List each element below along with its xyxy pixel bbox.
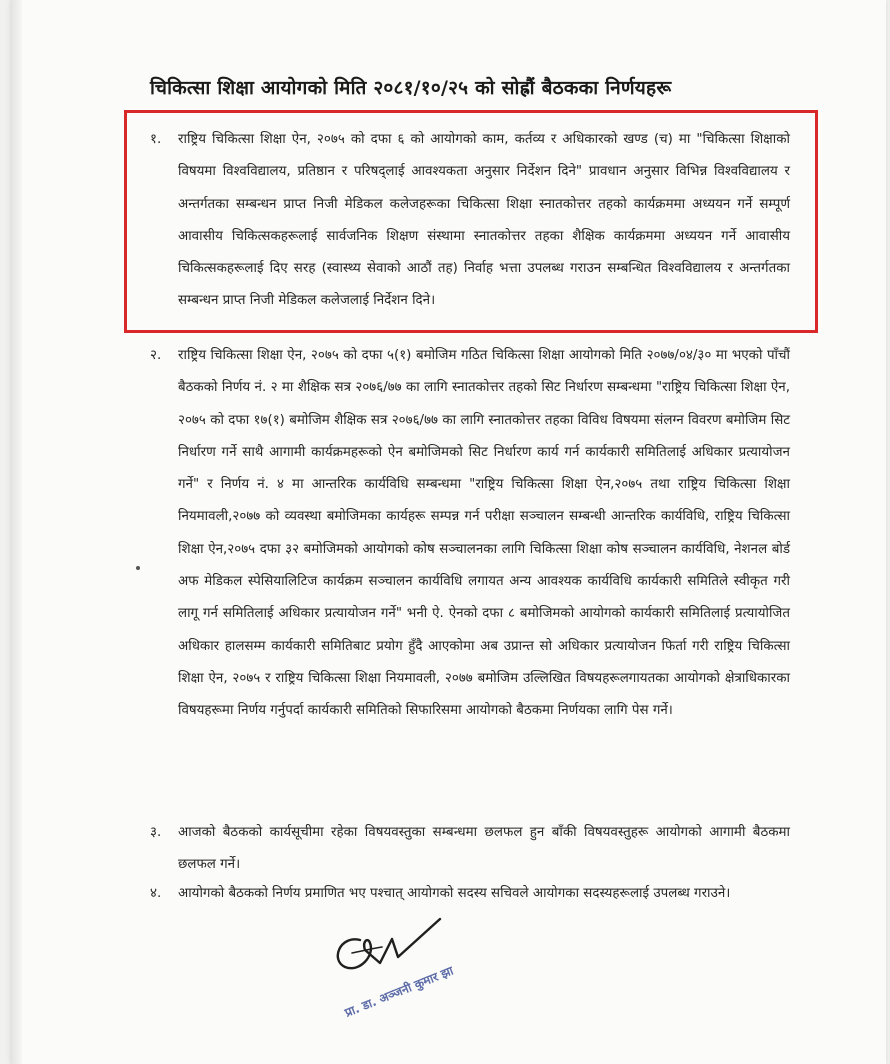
item-text: आयोगको बैठकको निर्णय प्रमाणित भए पश्चात् आयोगको सदस्य सचिवले आयोगका सदस्यहरूलाई उपलब्ध गराउने। bbox=[178, 886, 731, 901]
item-number: ४. bbox=[150, 886, 162, 901]
margin-dot bbox=[136, 566, 140, 570]
document-title: चिकित्सा शिक्षा आयोगको मिति २०८१/१०/२५ को सोह्रौं बैठकका निर्णयहरू bbox=[150, 77, 672, 99]
item-text: आजको बैठकको कार्यसूचीमा रहेका विषयवस्तुका सम्बन्धमा छलफल हुन बाँकी विषयवस्तुहरू आयोगको आगामी बैठकमा छलफल गर्ने। bbox=[178, 825, 790, 873]
item-text: राष्ट्रिय चिकित्सा शिक्षा ऐन, २०७५ को दफा ६ को आयोगको काम, कर्तव्य र अधिकारको खण्ड (च) मा "चिकित्सा शिक्षाको विषयमा विश्वविद्यालय, प्रतिष्ठान र परिषद्लाई आवश्यकता अनुसार निर्देशन दिने" प्रावधान अनुसार विभिन्न विश्वविद्यालय र अन्तर्गतका सम्बन्धन प्राप्त निजी मेडिकल कलेजहरूका चिकित्सा शिक्षा स्नातकोत्तर तहको कार्यक्रममा अध्ययन गर्ने सम्पूर्ण आवासीय चिकित्सकहरूलाई सार्वजनिक शिक्षण संस्थामा स्नातकोत्तर तहका शैक्षिक कार्यक्रममा अध्ययन गर्ने आवासीय चिकित्सकहरूलाई दिए सरह (स्वास्थ्य सेवाको आठौं तह) निर्वाह भत्ता उपलब्ध गराउन सम्बन्धित विश्वविद्यालय र अन्तर्गतका सम्बन्धन प्राप्त निजी मेडिकल कलेजलाई निर्देशन दिने। bbox=[178, 132, 790, 309]
item-number: २. bbox=[150, 348, 162, 363]
decision-item-1 bbox=[150, 124, 790, 318]
page-edge-shadow bbox=[10, 0, 22, 1064]
decision-item-3 bbox=[150, 817, 790, 882]
item-text: राष्ट्रिय चिकित्सा शिक्षा ऐन, २०७५ को दफा ५(१) बमोजिम गठित चिकित्सा शिक्षा आयोगको मिति २०७७/०४/३० मा भएको पाँचौं बैठकको निर्णय नं. २ मा शैक्षिक सत्र २०७६/७७ का लागि स्नातकोत्तर तहको सिट निर्धारण सम्बन्धमा "राष्ट्रिय चिकित्सा शिक्षा ऐन, २०७५ को दफा १७(१) बमोजिम शैक्षिक सत्र २०७६/७७ का लागि स्नातकोत्तर तहका विविध विषयमा संलग्न विवरण बमोजिम सिट निर्धारण गर्ने साथै आगामी कार्यक्रमहरूको ऐन बमोजिमको सिट निर्धारण कार्य गर्न कार्यकारी समितिलाई अधिकार प्रत्यायोजन गर्ने" र निर्णय नं. ४ मा आन्तरिक कार्यविधि सम्बन्धमा "राष्ट्रिय चिकित्सा शिक्षा ऐन,२०७५ तथा राष्ट्रिय चिकित्सा शिक्षा नियमावली,२०७७ को व्यवस्था बमोजिमका कार्यहरू सम्पन्न गर्न परीक्षा सञ्चालन सम्बन्धी आन्तरिक कार्यविधि, राष्ट्रिय चिकित्सा शिक्षा ऐन,२०७५ दफा ३२ बमोजिमको आयोगको कोष सञ्चालनका लागि चिकित्सा शिक्षा कोष सञ्चालन कार्यविधि, नेशनल बोर्ड अफ मेडिकल स्पेसियालिटिज कार्यक्रम सञ्चालन कार्यविधि लगायत अन्य आवश्यक कार्यविधि कार्यकारी समितिले स्वीकृत गरी लागू गर्न समितिलाई अधिकार प्रत्यायोजन गर्ने" भनी ऐ. ऐनको दफा ८ बमोजिमको आयोगको कार्यकारी समितिलाई प्रत्यायोजित अधिकार हालसम्म कार्यकारी समितिबाट प्रयोग हुँदै आएकोमा अब उप्रान्त सो अधिकार प्रत्यायोजन फिर्ता गरी राष्ट्रिय चिकित्सा शिक्षा ऐन, २०७५ र राष्ट्रिय चिकित्सा शिक्षा नियमावली, २०७७ बमोजिम उल्लिखित विषयहरूलगायतका आयोगको क्षेत्राधिकारका विषयहरूमा निर्णय गर्नुपर्दा कार्यकारी समितिको सिफारिसमा आयोगको बैठकमा निर्णयका लागि पेस गर्ने। bbox=[178, 348, 790, 719]
item-number: १. bbox=[150, 132, 162, 147]
decision-item-2 bbox=[150, 340, 790, 728]
item-number: ३. bbox=[150, 825, 162, 840]
official-stamp: प्रा. डा. अञ्जनी कुमार झा bbox=[342, 963, 456, 1020]
